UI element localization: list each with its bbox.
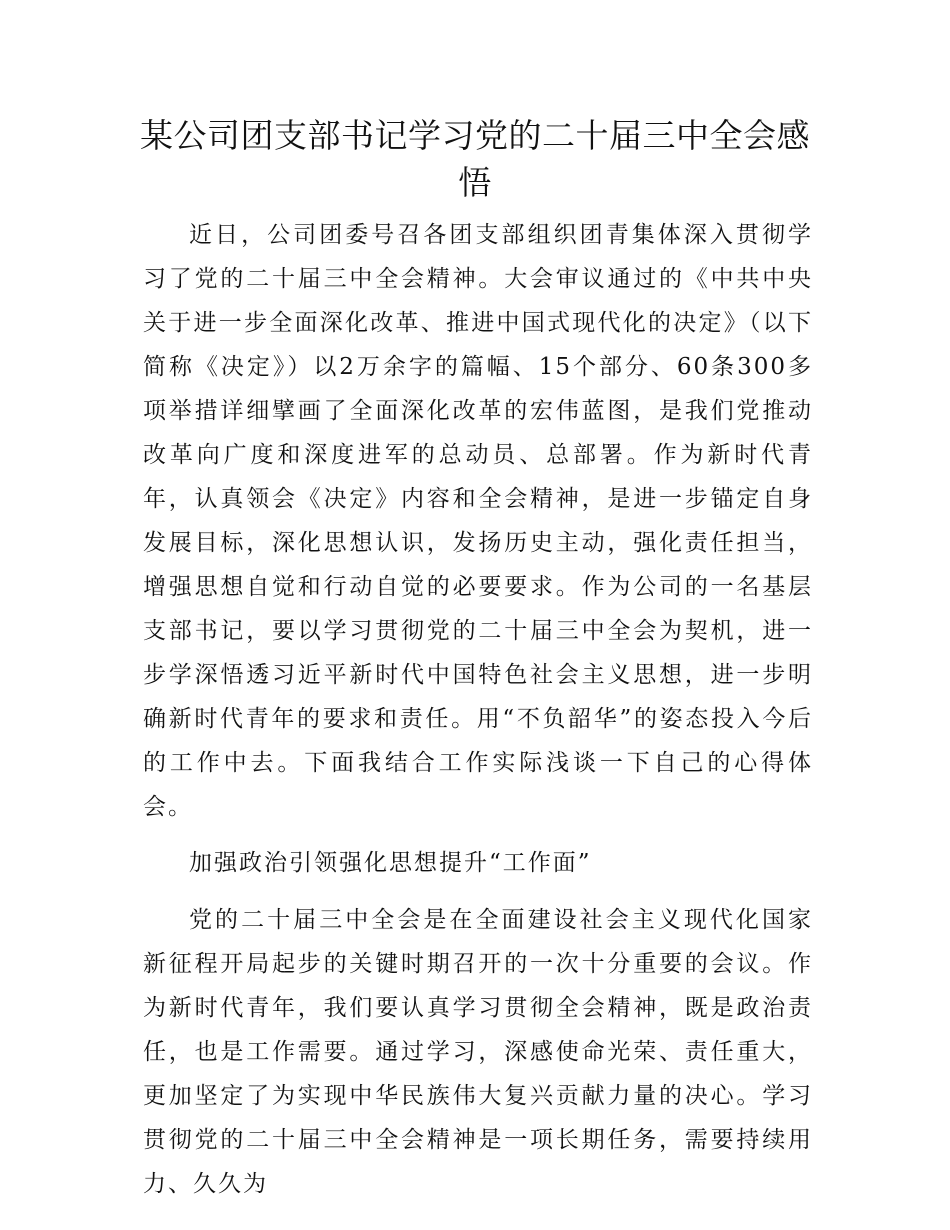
body-paragraph: 党的二十届三中全会是在全面建设社会主义现代化国家新征程开局起步的关键时期召开的一次十分重要的会议。作为新时代青年，我们要认真学习贯彻全会精神，既是政治责任，也是工作需要。通过学习，深感使命光荣、责任重大，更加坚定了为实现中华民族伟大复兴贡献力量的决心。学习贯彻党的二十届三中全会精神是一项长期任务，需要持续用力、久久为	[143, 907, 813, 1197]
document-title: 某公司团支部书记学习党的二十届三中全会感悟	[140, 116, 810, 202]
intro-paragraph: 近日，公司团委号召各团支部组织团青集体深入贯彻学习了党的二十届三中全会精神。大会审议通过的《中共中央关于进一步全面深化改革、推进中国式现代化的决定》（以下简称《决定》）以2万余字的篇幅、15个部分、60条300多项举措详细擘画了全面深化改革的宏伟蓝图，是我们党推动改革向广度和深度进军的总动员、总部署。作为新时代青年，认真领会《决定》内容和全会精神，是进一步锚定自身发展目标，深化思想认识，发扬历史主动，强化责任担当，增强思想自觉和行动自觉的必要要求。作为公司的一名基层支部书记，要以学习贯彻党的二十届三中全会为契机，进一步学深悟透习近平新时代中国特色社会主义思想，进一步明确新时代青年的要求和责任。用“不负韶华”的姿态投入今后的工作中去。下面我结合工作实际浅谈一下自己的心得体会。	[143, 222, 813, 820]
section-heading: 加强政治引领强化思想提升“工作面”	[189, 850, 592, 876]
document-body	[143, 213, 813, 1218]
